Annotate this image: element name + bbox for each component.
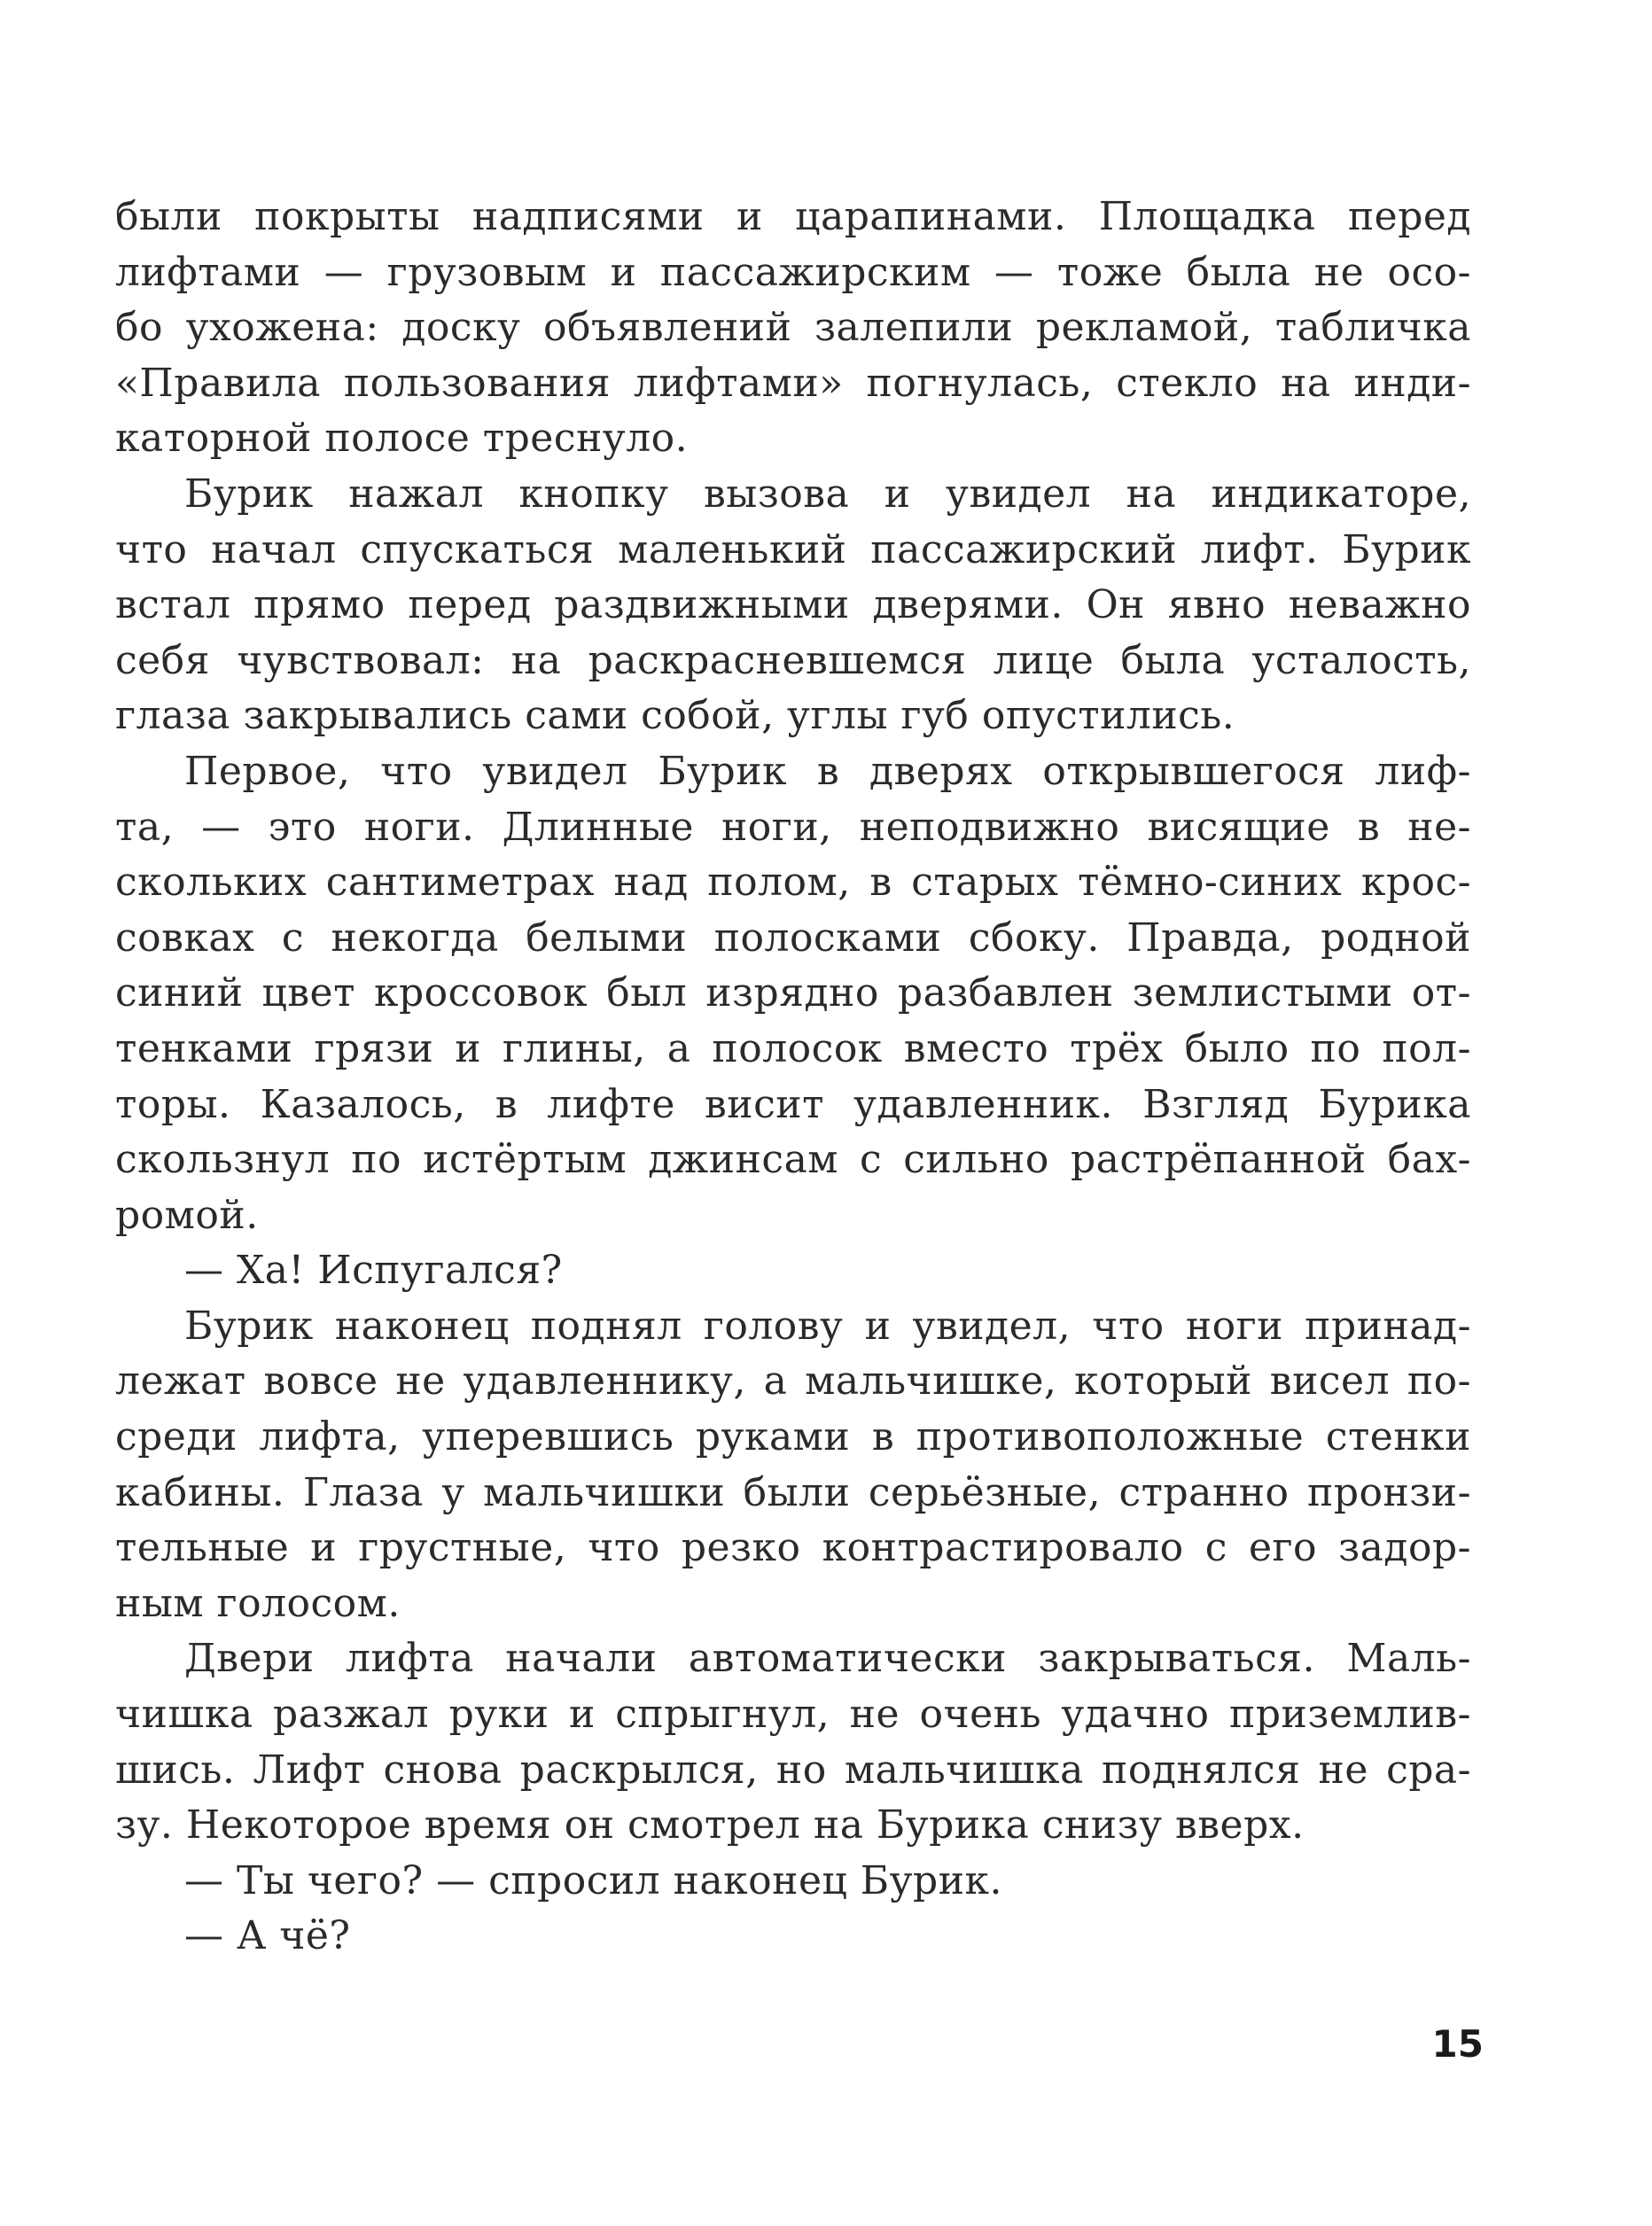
paragraph: [115, 467, 1471, 744]
text-line: чишка разжал руки и спрыгнул, не очень удачно приземлив-: [115, 1692, 1471, 1738]
text-line: шись. Лифт снова раскрылся, но мальчишка поднялся не сра-: [115, 1747, 1471, 1793]
text-line: Первое, что увидел Бурик в дверях открывшегося лиф-: [184, 748, 1471, 794]
text-line: бо ухожена: доску объявлений залепили рекламой, табличка: [115, 305, 1471, 351]
text-line: синий цвет кроссовок был изрядно разбавлен землистыми от-: [115, 970, 1471, 1016]
paragraph: [115, 1243, 1471, 1299]
text-line: та, — это ноги. Длинные ноги, неподвижно висящие в не-: [115, 804, 1471, 850]
text-line: зу. Некоторое время он смотрел на Бурика снизу вверх.: [115, 1802, 1305, 1849]
text-line: — Ты чего? — спросил наконец Бурик.: [184, 1857, 1003, 1903]
text-line: скользнул по истёртым джинсам с сильно растрёпанной бах-: [115, 1137, 1471, 1183]
text-line: среди лифта, уперевшись руками в противоположные стенки: [115, 1414, 1471, 1460]
page-text: [115, 190, 1471, 1965]
paragraph: [115, 1299, 1471, 1632]
text-line: Бурик нажал кнопку вызова и увидел на индикаторе,: [184, 471, 1471, 517]
text-line: «Правила пользования лифтами» погнулась, стекло на инди-: [115, 360, 1471, 406]
paragraph: [115, 1631, 1471, 1853]
text-line: каторной полосе треснуло.: [115, 416, 689, 462]
text-line: лифтами — грузовым и пассажирским — тоже была не осо-: [115, 249, 1471, 295]
page-number: 15: [1431, 2022, 1484, 2066]
paragraph: [115, 190, 1471, 467]
paragraph: [115, 744, 1471, 1243]
text-line: были покрыты надписями и царапинами. Площадка перед: [115, 194, 1471, 239]
text-line: скольких сантиметрах над полом, в старых тёмно-синих крос-: [115, 860, 1471, 906]
text-line: торы. Казалось, в лифте висит удавленник. Взгляд Бурика: [115, 1081, 1471, 1127]
text-line: глаза закрывались сами собой, углы губ опустились.: [115, 693, 1235, 739]
text-line: себя чувствовал: на раскрасневшемся лице была усталость,: [115, 637, 1471, 683]
text-line: — А чё?: [184, 1913, 351, 1959]
text-line: Бурик наконец поднял голову и увидел, что ноги принад-: [184, 1303, 1471, 1349]
text-line: Двери лифта начали автоматически закрываться. Маль-: [184, 1636, 1471, 1682]
text-line: тенками грязи и глины, а полосок вместо трёх было по пол-: [115, 1025, 1471, 1071]
text-line: ным голосом.: [115, 1580, 401, 1626]
text-line: — Ха! Испугался?: [184, 1248, 563, 1294]
text-line: тельные и грустные, что резко контрастировало с его задор-: [115, 1525, 1471, 1571]
text-line: что начал спускаться маленький пассажирский лифт. Бурик: [115, 526, 1471, 572]
paragraph: [115, 1909, 1471, 1965]
text-line: встал прямо перед раздвижными дверями. Он явно неважно: [115, 582, 1471, 628]
text-line: кабины. Глаза у мальчишки были серьёзные, странно пронзи-: [115, 1469, 1471, 1515]
text-line: лежат вовсе не удавленнику, а мальчишке, который висел по-: [115, 1358, 1471, 1405]
text-line: ромой.: [115, 1192, 259, 1238]
paragraph: [115, 1854, 1471, 1910]
text-line: совках с некогда белыми полосками сбоку. Правда, родной: [115, 915, 1471, 961]
